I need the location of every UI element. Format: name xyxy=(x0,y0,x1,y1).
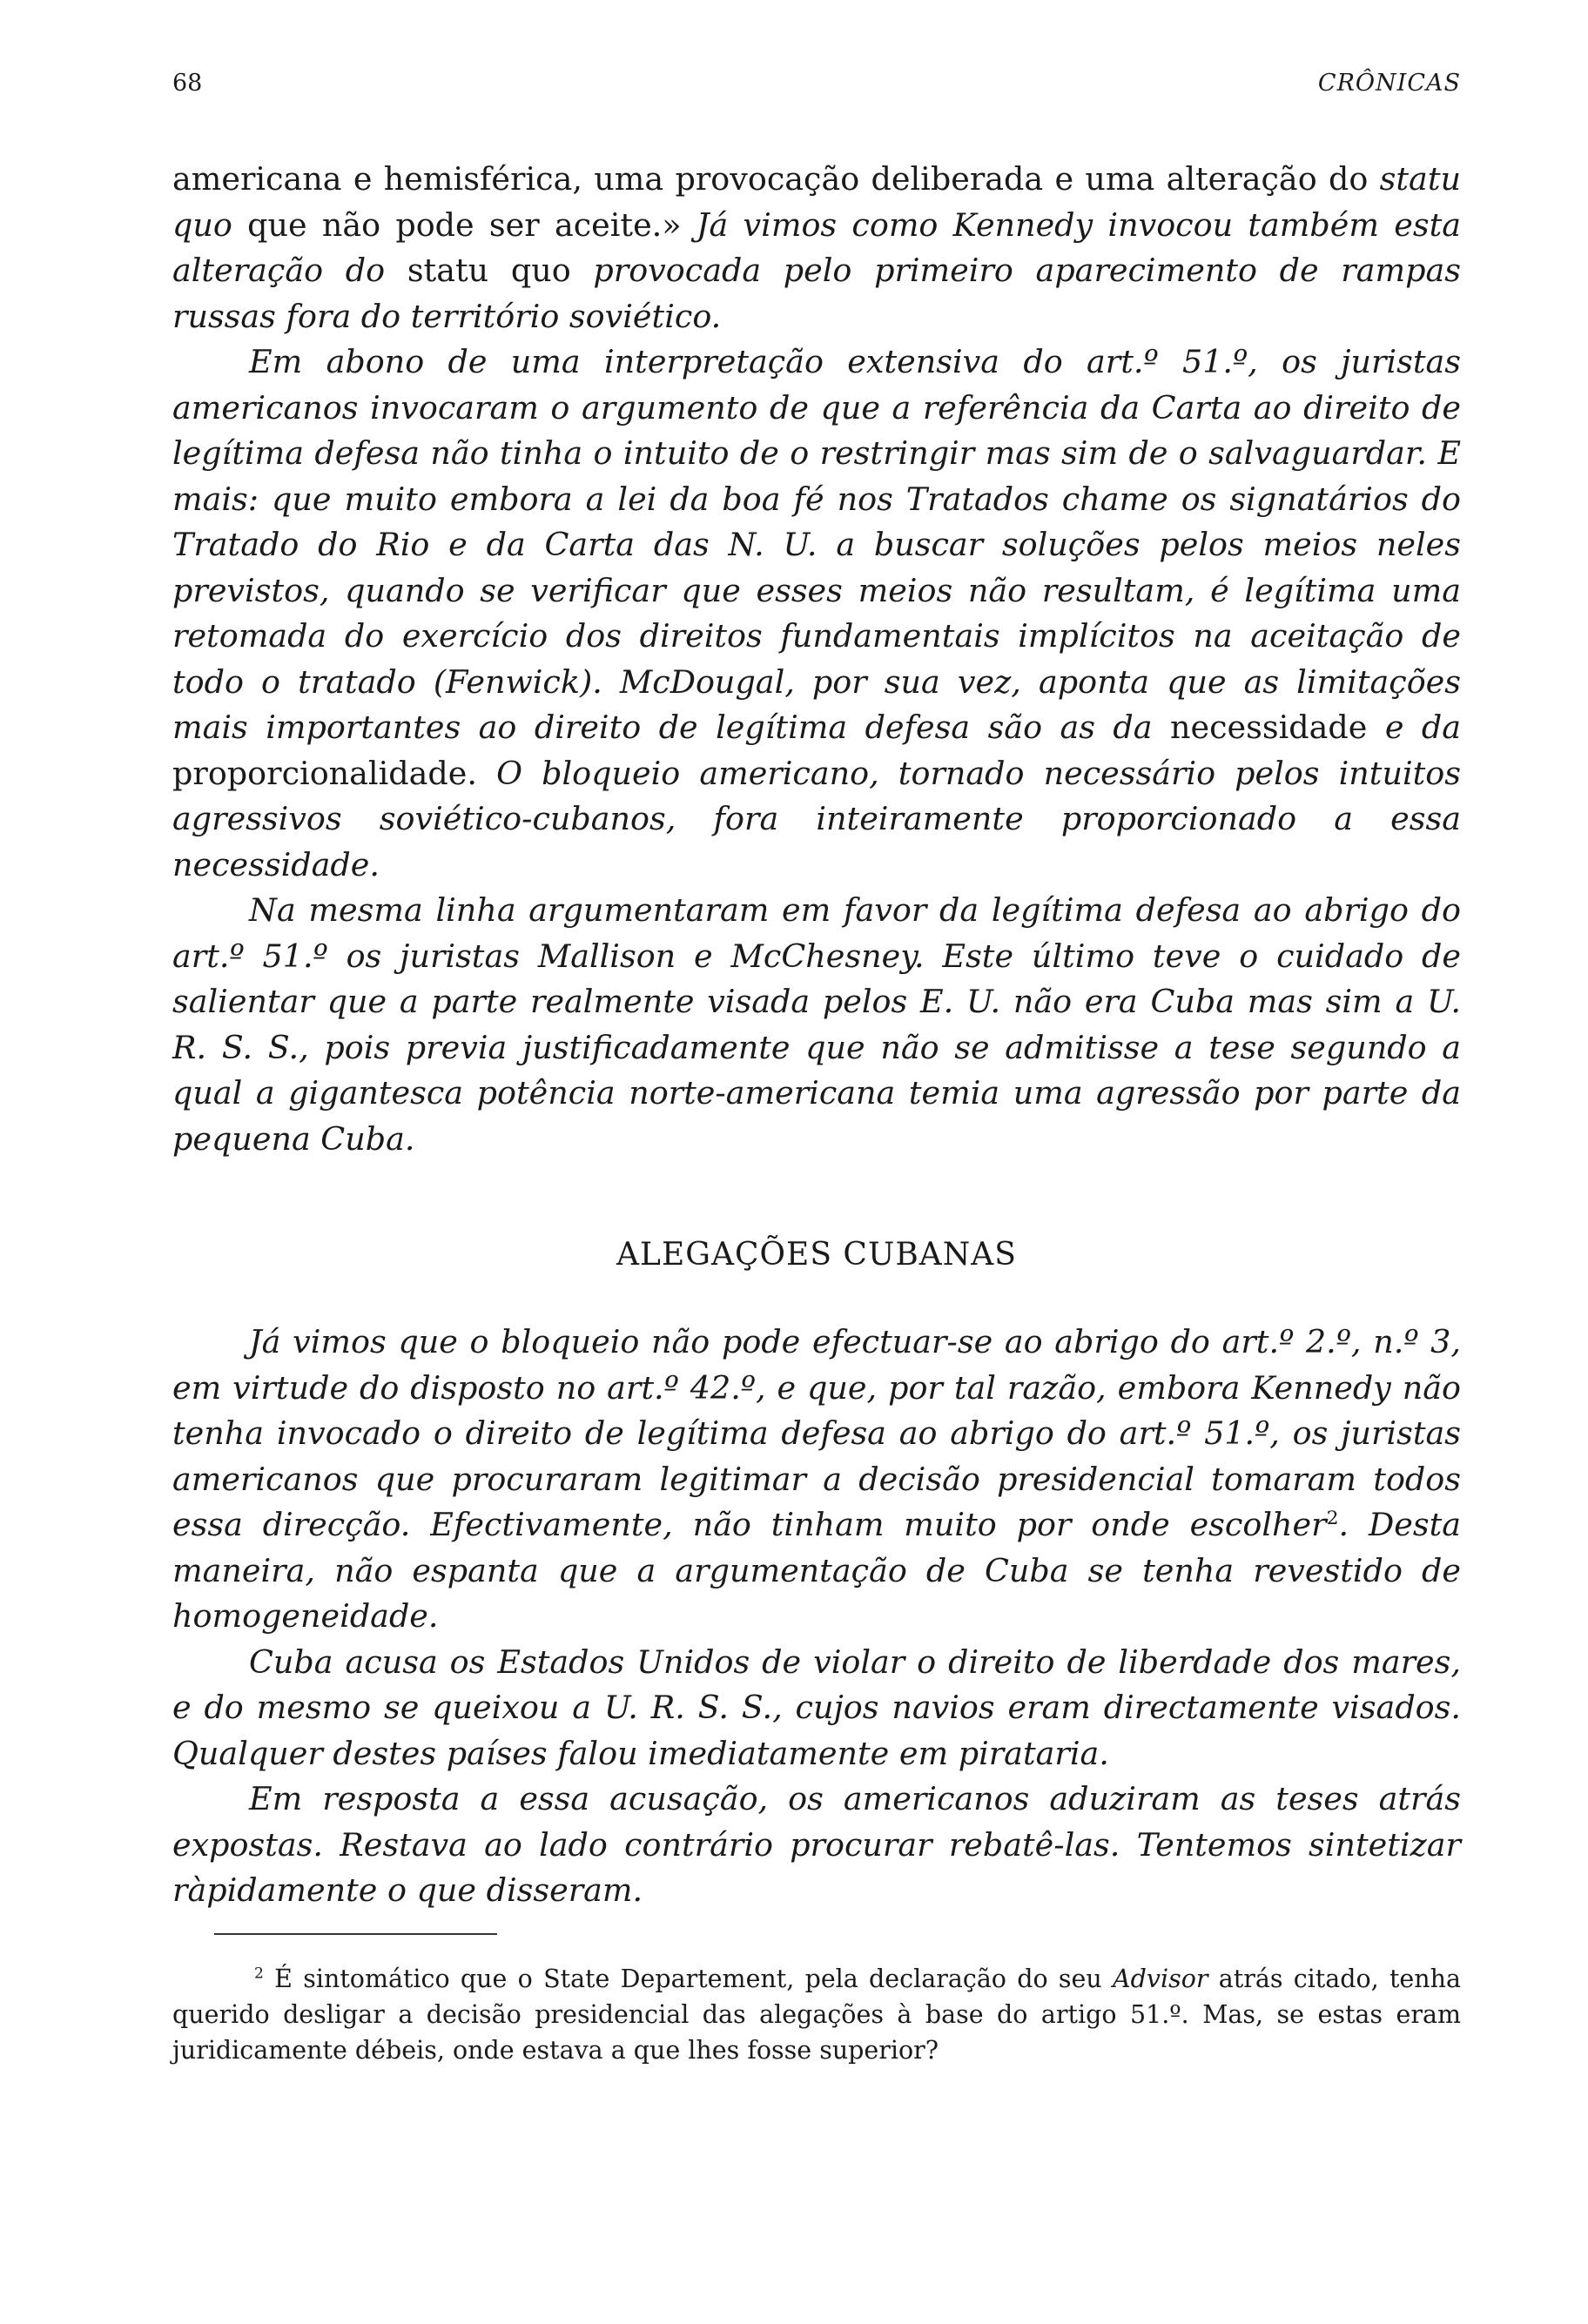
page-number: 68 xyxy=(172,70,203,97)
text-segment: O bloqueio americano, tornado necessário pelos intuitos agressivos soviético-cubanos, fora inteiramente proporcionado a essa necessidade. xyxy=(172,754,1461,883)
text-segment: Em abono de uma interpretação extensiva do art.º 51.º, os juristas americanos invocaram o argumento de que a referência da Carta ao direito de legítima defesa não tinha o intuito de o restringir mas sim de o salvaguardar. E mais: que muito embora a lei da boa fé nos Tratados chame os signatários do Tratado do Rio e da Carta das N. U. a buscar soluções pelos meios neles previstos, quando se verificar que esses meios não resultam, é legítima uma retomada do exercício dos direitos fundamentais implícitos na aceitação de todo o tratado (Fenwick). McDougal, por sua vez, aponta que as limitações mais importantes ao direito de legítima defesa são as da xyxy=(172,343,1461,746)
text-segment: provocada pelo primeiro aparecimento de rampas russas fora do território soviético. xyxy=(172,252,1461,335)
paragraph xyxy=(172,888,1461,1162)
footnote-reference: 2 xyxy=(254,1965,264,1982)
book-page xyxy=(172,70,1461,2068)
paragraph xyxy=(172,339,1461,888)
text-segment: atrás citado, tenha querido desligar a decisão presidencial das alegações à base do artigo 51.º. Mas, se estas eram juridicamente débeis, onde estava a que lhes fosse superior? xyxy=(172,1964,1461,2065)
page-header xyxy=(172,70,1461,122)
paragraph xyxy=(172,157,1461,339)
text-segment: Já vimos que o bloqueio não pode efectuar-se ao abrigo do art.º 2.º, n.º 3, em virtude do disposto no art.º 42.º, e que, por tal razão, embora Kennedy não tenha invocado o direito de legítima defesa ao abrigo do art.º 51.º, os juristas americanos que procuraram legitimar a decisão presidencial tomaram todos essa direcção. Efectivamente, não tinham muito por onde escolher xyxy=(172,1323,1461,1543)
text-segment: e da xyxy=(1367,709,1462,746)
running-title: CRÔNICAS xyxy=(1317,70,1461,97)
footnote xyxy=(172,1961,1461,2068)
footnote-divider xyxy=(214,1933,497,1935)
text-segment: É sintomático que o State Departement, pela declaração do seu xyxy=(263,1964,1114,1993)
body-text xyxy=(172,157,1461,1914)
text-segment: Já vimos como Kennedy invocou também esta alteração do xyxy=(172,205,1461,289)
text-segment: . Desta maneira, não espanta que a argumentação de Cuba se tenha revestido de homogeneidade. xyxy=(172,1506,1461,1635)
text-segment: proporcionalidade. xyxy=(172,754,477,792)
section-heading: ALEGAÇÕES CUBANAS xyxy=(616,1237,1017,1273)
text-segment: necessidade xyxy=(1170,709,1368,746)
text-segment: americana e hemisférica, uma provocação deliberada e uma alteração do xyxy=(172,160,1380,198)
paragraph xyxy=(172,1777,1461,1914)
text-segment: Na mesma linha argumentaram em favor da legítima defesa ao abrigo do art.º 51.º os juristas Mallison e McChesney. Este último teve o cuidado de salientar que a parte realmente visada pelos E. U. não era Cuba mas sim a U. R. S. S., pois previa justificadamente que não se admitisse a tese segundo a qual a gigantesca potência norte-americana temia uma agressão por parte da pequena Cuba. xyxy=(172,891,1461,1158)
text-segment: Advisor xyxy=(1113,1964,1208,1993)
text-segment: statu quo xyxy=(172,160,1461,244)
paragraph xyxy=(172,1320,1461,1640)
text-segment: statu quo xyxy=(407,252,571,289)
text-segment: Em resposta a essa acusação, os americanos aduziram as teses atrás expostas. Restava ao lado contrário procurar rebatê-las. Tentemos sintetizar ràpidamente o que disseram. xyxy=(172,1780,1461,1909)
footnote-reference: 2 xyxy=(1326,1507,1339,1529)
paragraph xyxy=(172,1640,1461,1777)
text-segment: Cuba acusa os Estados Unidos de violar o direito de liberdade dos mares, e do mesmo se queixou a U. R. S. S., cujos navios eram directamente visados. Qualquer destes países falou imediatamente em pirataria. xyxy=(172,1642,1461,1772)
text-segment: que não pode ser aceite.» xyxy=(232,205,696,244)
